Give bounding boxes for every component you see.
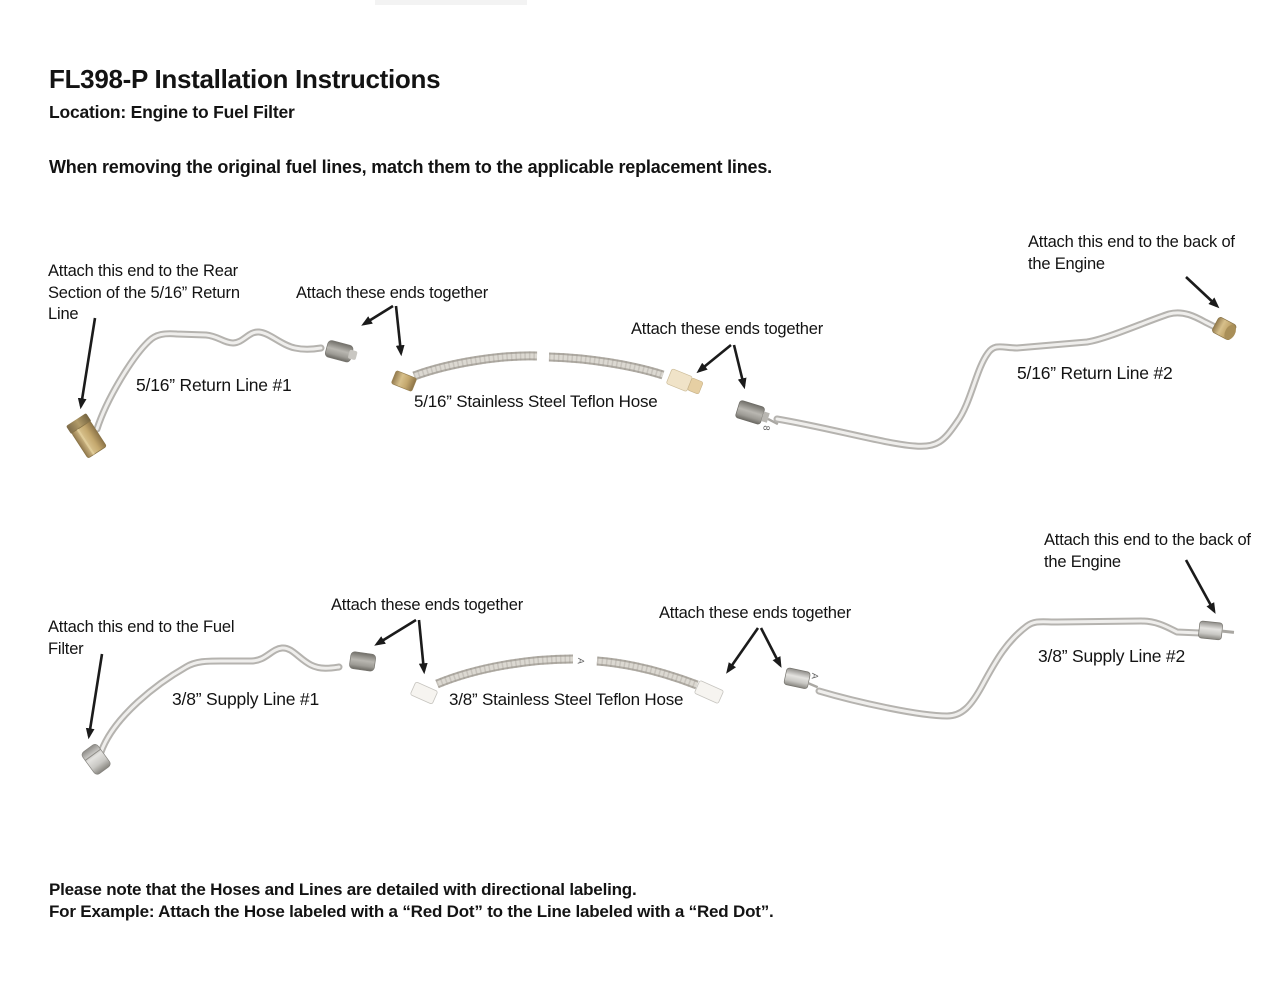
page-title: FL398-P Installation Instructions <box>49 64 441 94</box>
label-supply-line-2: 3/8” Supply Line #2 <box>1038 646 1186 666</box>
callout-attach-ends-row2-right: Attach these ends together <box>659 604 852 622</box>
arrow-ends3-right <box>419 620 424 671</box>
arrow-ends4-right <box>761 628 780 665</box>
teflon-hose-2 <box>437 659 697 685</box>
arrow-ends1-left <box>364 306 393 324</box>
arrow-ends2-right <box>734 345 744 386</box>
teflon-hose-2-left-fitting <box>410 682 438 705</box>
arrow-rear-callout <box>81 318 95 406</box>
callout-rear-section: Attach this end to the Rear Section of the 5/16” Return Line <box>48 262 240 323</box>
supply-line-2-start-fitting <box>784 667 821 691</box>
label-return-line-1: 5/16” Return Line #1 <box>136 375 292 395</box>
callout-fuel-filter: Attach this end to the Fuel Filter <box>48 618 235 658</box>
label-teflon-hose-2: 3/8” Stainless Steel Teflon Hose <box>449 690 684 709</box>
return-line-1-end-fitting <box>324 340 358 364</box>
supply-line-1-end-fitting <box>349 651 376 671</box>
supply-line-2-engine-fitting <box>1198 621 1235 642</box>
callout-attach-ends-row1-right: Attach these ends together <box>631 320 824 338</box>
arrow-ends3-left <box>377 620 416 644</box>
arrow-ends4-left <box>728 628 758 671</box>
location-subtitle: Location: Engine to Fuel Filter <box>49 102 295 122</box>
label-supply-line-1: 3/8” Supply Line #1 <box>172 689 320 709</box>
arrow-ends2-left <box>699 345 731 371</box>
footer-note-1: Please note that the Hoses and Lines are detailed with directional labeling. <box>49 880 637 899</box>
supply-line-2-tube <box>819 621 1200 716</box>
intro-instruction: When removing the original fuel lines, match them to the applicable replacement lines. <box>49 157 772 177</box>
direction-marker-row1: 8 <box>761 425 772 431</box>
supply-line-1-filter-fitting <box>80 743 111 776</box>
arrow-ends1-right <box>396 306 401 353</box>
direction-marker-line-row2: A <box>809 672 821 680</box>
return-line-2-start-fitting <box>735 400 781 430</box>
return-line-2-engine-fitting <box>1211 316 1238 341</box>
teflon-hose-1 <box>414 356 663 376</box>
arrow-engine1-callout <box>1186 277 1217 306</box>
arrow-fuel-filter-callout <box>89 654 102 736</box>
teflon-hose-1-right-fitting <box>666 369 704 397</box>
label-return-line-2: 5/16” Return Line #2 <box>1017 363 1173 383</box>
row2-supply-line-assembly <box>80 560 1234 776</box>
callout-attach-ends-row1-left: Attach these ends together <box>296 284 489 302</box>
callout-engine-row2: Attach this end to the back of the Engine <box>1044 531 1251 571</box>
footer-note-2: For Example: Attach the Hose labeled with a “Red Dot” to the Line labeled with a “Red Dot”. <box>49 902 774 921</box>
callout-attach-ends-row2-left: Attach these ends together <box>331 596 524 614</box>
direction-marker-hose-row2: A <box>575 657 587 665</box>
teflon-hose-2-right-fitting <box>694 680 723 703</box>
callout-engine-row1: Attach this end to the back of the Engine <box>1028 233 1235 273</box>
label-teflon-hose-1: 5/16” Stainless Steel Teflon Hose <box>414 392 658 411</box>
teflon-hose-1-left-fitting <box>391 370 417 391</box>
